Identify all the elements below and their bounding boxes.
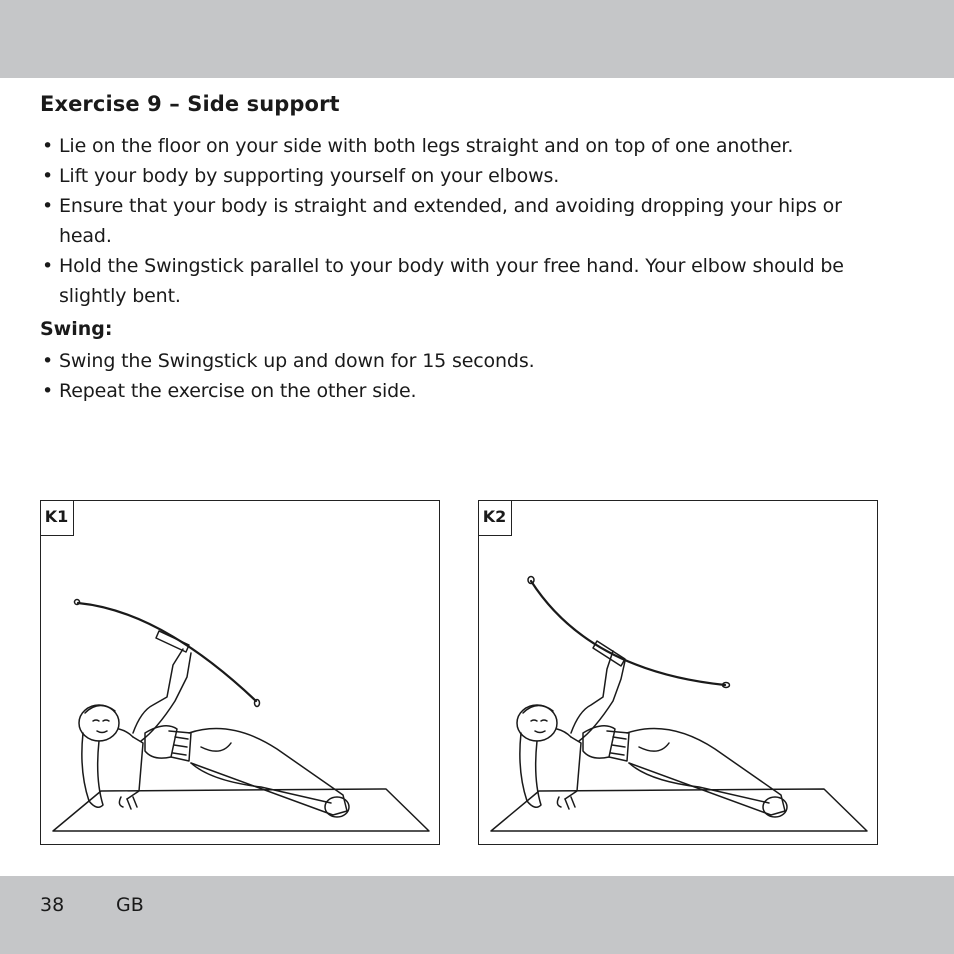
exercise-mat	[491, 789, 867, 831]
side-support-illustration-k1	[41, 501, 441, 846]
exercise-mat	[53, 789, 429, 831]
bullet: •	[42, 135, 54, 157]
swingstick-rod	[531, 581, 725, 685]
figure-k1	[40, 500, 440, 845]
language-code: GB	[116, 894, 144, 916]
figure-label: K2	[478, 500, 512, 536]
instruction-item: • Lift your body by supporting yourself on your elbows.	[40, 161, 900, 191]
exercising-woman	[517, 651, 787, 817]
bullet: •	[42, 195, 54, 217]
swingstick-rod	[78, 603, 256, 701]
bullet: •	[42, 255, 54, 277]
swing-list	[40, 346, 900, 406]
instruction-list	[40, 131, 900, 311]
side-support-illustration-k2	[479, 501, 879, 846]
instruction-item: • Hold the Swingstick parallel to your body with your free hand. Your elbow should be slightly bent.	[40, 251, 900, 311]
swingstick-tip	[75, 600, 80, 605]
exercising-woman	[79, 649, 349, 817]
swingstick-grip	[156, 631, 189, 652]
bullet: •	[42, 350, 54, 372]
swing-item: • Repeat the exercise on the other side.	[40, 376, 900, 406]
swing-item: • Swing the Swingstick up and down for 15 seconds.	[40, 346, 900, 376]
exercise-title: Exercise 9 – Side support	[40, 92, 340, 116]
figure-k2	[478, 500, 878, 845]
header-band	[0, 0, 954, 78]
page-number: 38	[40, 894, 65, 916]
instruction-item: • Lie on the floor on your side with both legs straight and on top of one another.	[40, 131, 900, 161]
bullet: •	[42, 380, 54, 402]
instruction-item: • Ensure that your body is straight and extended, and avoiding dropping your hips or head.	[40, 191, 900, 251]
figure-label: K1	[40, 500, 74, 536]
swing-heading: Swing:	[40, 318, 113, 340]
bullet: •	[42, 165, 54, 187]
